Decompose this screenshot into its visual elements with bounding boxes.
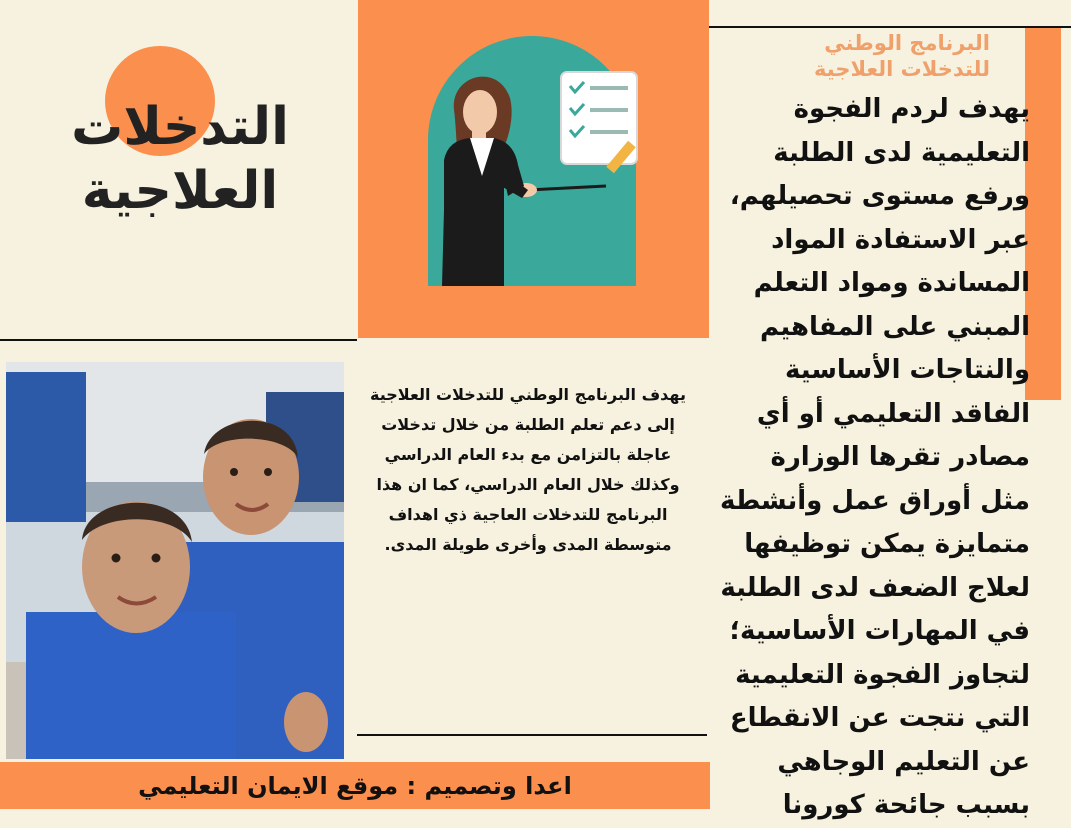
program-goal-text: يهدف البرنامج الوطني للتدخلات العلاجية إلى دعم تعلم الطلبة من خلال تدخلات عاجلة بالتزامن مع بدء العام الدراسي وكذلك خلال العام الدراسي، كما ان هذا البرنامج للتدخلات العاجية ذي اهداف متوسطة المدى وأخرى طويلة المدى. [370, 385, 686, 554]
footer-credit: اعدا وتصميم : موقع الايمان التعليمي [138, 772, 572, 800]
students-photo [6, 362, 344, 759]
page-title [40, 95, 320, 223]
program-description: يهدف لردم الفجوة التعليمية لدى الطلبة ورفع مستوى تحصيلهم، عبر الاستفادة المواد المساندة ومواد التعلم المبني على المفاهيم والنتاجات الأساسية الفاقد التعليمي أو أي مصادر تقرها الوزارة مثل أوراق عمل وأنشطة متمايزة يمكن توظيفها لعلاج الضعف لدى الطلبة في المهارات الأساسية؛ لتجاوز الفجوة التعليمية التي نتجت عن الانقطاع عن التعليم الوجاهي بسبب جائحة كورونا [719, 94, 1030, 820]
title-line-2: العلاجية [81, 161, 279, 221]
students-photo-icon [6, 362, 344, 759]
top-divider [708, 26, 1071, 28]
teacher-illustration-icon [358, 0, 709, 338]
title-line-1: التدخلات [71, 97, 289, 157]
subtitle-line-1: البرنامج الوطني [824, 31, 990, 55]
right-accent-strip [1025, 28, 1061, 400]
bottom-divider [357, 734, 707, 736]
subtitle-line-2: للتدخلات العلاجية [814, 57, 990, 81]
program-subtitle [740, 30, 990, 82]
middle-divider [0, 339, 357, 341]
illustration-panel [358, 0, 709, 338]
